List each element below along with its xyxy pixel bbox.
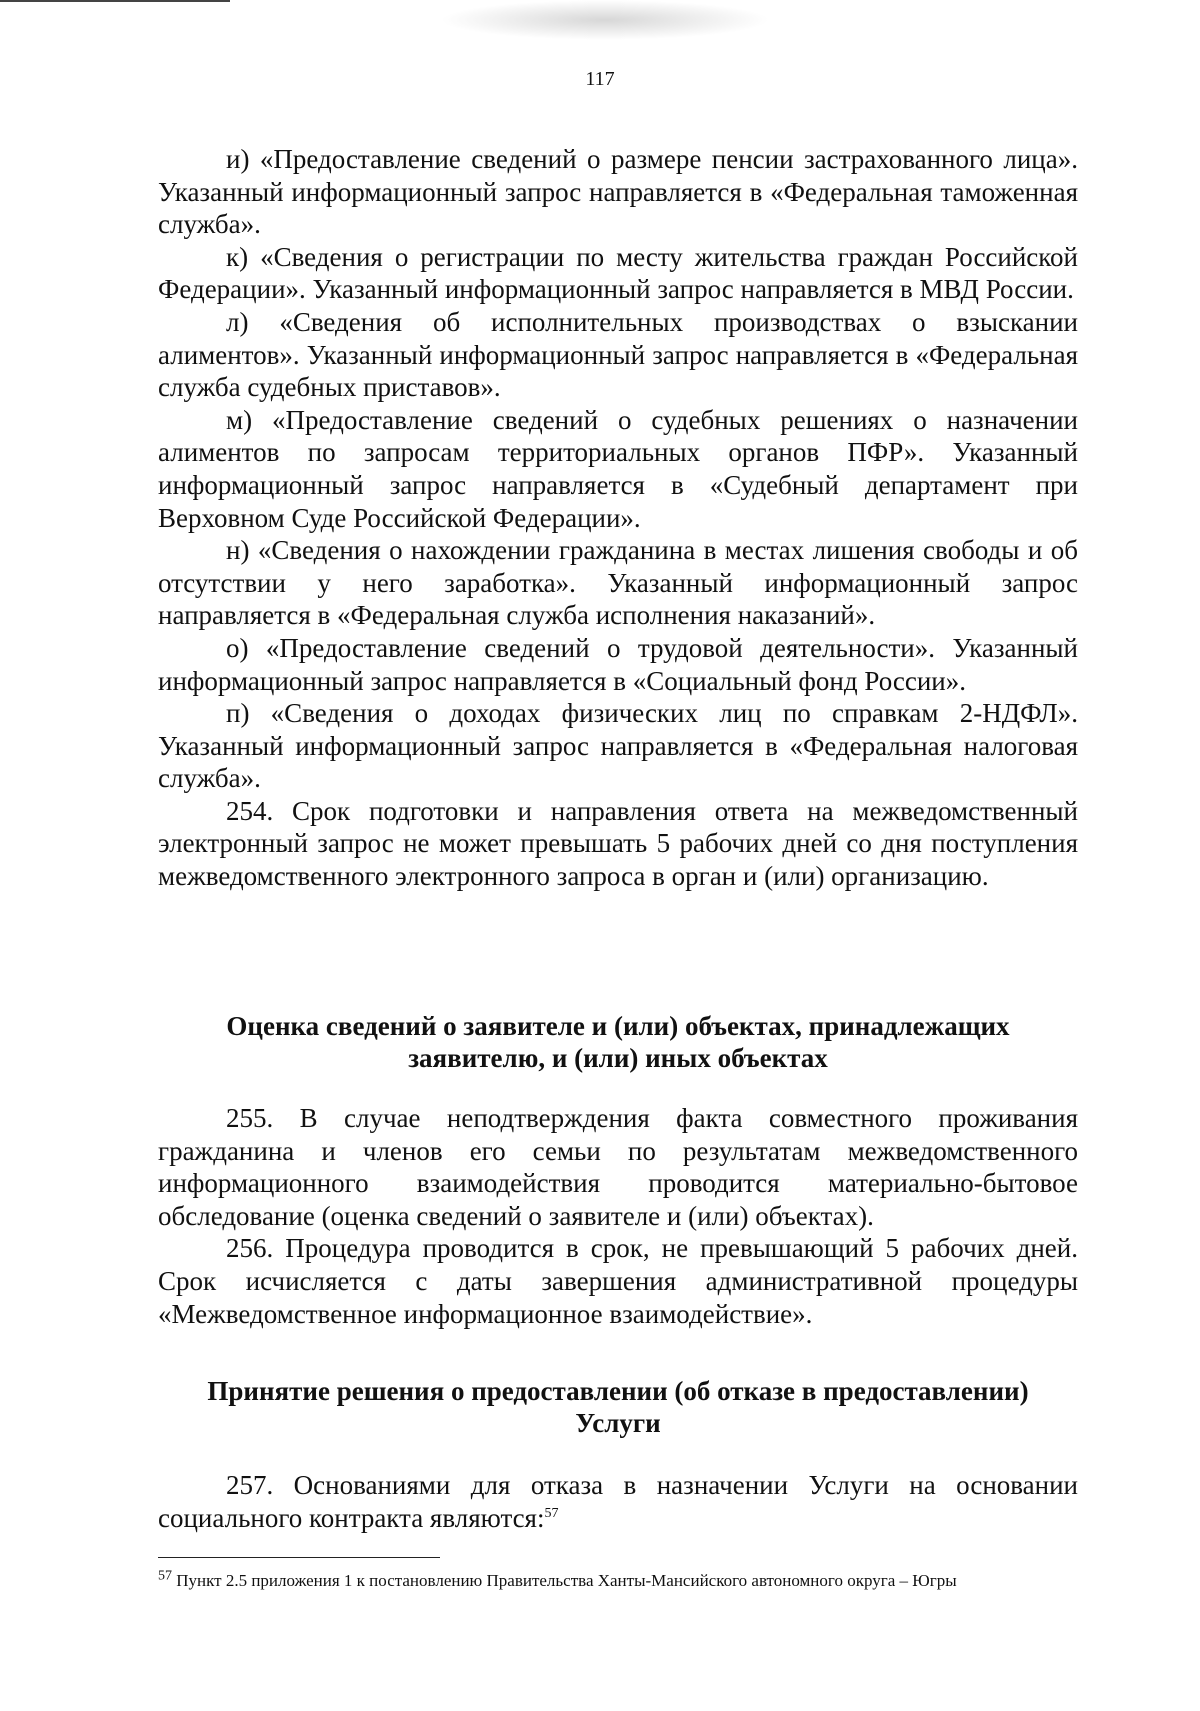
paragraph-group-decision xyxy=(158,1469,1078,1534)
scan-artifact-line xyxy=(0,0,230,2)
paragraph-group-requests xyxy=(158,143,1078,893)
footnote-mark: 57 xyxy=(158,1568,172,1584)
footnote-separator xyxy=(158,1557,440,1558)
paragraph-item-k: к) «Сведения о регистрации по месту жительства граждан Российской Федерации». Указанный информационный запрос направляется в МВД России. xyxy=(158,241,1078,305)
paragraph-254: 254. Срок подготовки и направления ответа на межведомственный электронный запрос не может превышать 5 рабочих дней со дня поступления межведомственного электронного запроса в орган и (или) организацию. xyxy=(158,795,1078,892)
paragraph-item-i: и) «Предоставление сведений о размере пенсии застрахованного лица». Указанный информационный запрос направляется в «Федеральная таможенная служба». xyxy=(158,144,1078,240)
section-heading-line: Услуги xyxy=(575,1408,661,1438)
section-heading-line: Оценка сведений о заявителе и (или) объектах, принадлежащих xyxy=(226,1011,1010,1041)
footnote-text: Пункт 2.5 приложения 1 к постановлению Правительства Ханты-Мансийского автономного округа – Югры xyxy=(172,1571,957,1590)
section-heading-decision xyxy=(158,1375,1078,1439)
paragraph-item-m: м) «Предоставление сведений о судебных решениях о назначении алиментов по запросам территориальных органов ПФР». Указанный информационный запрос направляется в «Судебный департамент при Верховном Суде Российской Федерации». xyxy=(158,404,1078,533)
paragraph-item-l: л) «Сведения об исполнительных производствах о взыскании алиментов». Указанный информационный запрос направляется в «Федеральная служба судебных приставов». xyxy=(158,306,1078,403)
paragraph-item-p: п) «Сведения о доходах физических лиц по справкам 2-НДФЛ». Указанный информационный запрос направляется в «Федеральная налоговая служба». xyxy=(158,698,1078,794)
footnote-reference: 57 xyxy=(544,1505,559,1521)
paragraph-group-assessment xyxy=(158,1102,1078,1330)
section-heading-assessment xyxy=(158,1010,1078,1074)
section-heading-line: заявителю, и (или) иных объектах xyxy=(408,1043,828,1073)
page-number: 117 xyxy=(585,68,615,90)
paragraph-257-text: 257. Основаниями для отказа в назначении Услуги на основании социального контракта являются: xyxy=(158,1470,1078,1533)
scan-artifact-noise xyxy=(440,0,770,40)
footnote xyxy=(158,1570,1098,1592)
paragraph-256: 256. Процедура проводится в срок, не превышающий 5 рабочих дней. Срок исчисляется с даты завершения административной процедуры «Межведомственное информационное взаимодействие». xyxy=(158,1233,1078,1329)
paragraph-255: 255. В случае неподтверждения факта совместного проживания гражданина и членов его семьи по результатам межведомственного информационного взаимодействия проводится материально-бытовое обследование (оценка сведений о заявителе и (или) объектах). xyxy=(158,1103,1078,1231)
paragraph-item-o: о) «Предоставление сведений о трудовой деятельности». Указанный информационный запрос направляется в «Социальный фонд России». xyxy=(158,632,1078,696)
paragraph-257 xyxy=(158,1469,1078,1534)
paragraph-item-n: н) «Сведения о нахождении гражданина в местах лишения свободы и об отсутствии у него заработка». Указанный информационный запрос направляется в «Федеральная служба исполнения наказаний». xyxy=(158,535,1078,631)
section-heading-line: Принятие решения о предоставлении (об отказе в предоставлении) xyxy=(207,1376,1029,1406)
